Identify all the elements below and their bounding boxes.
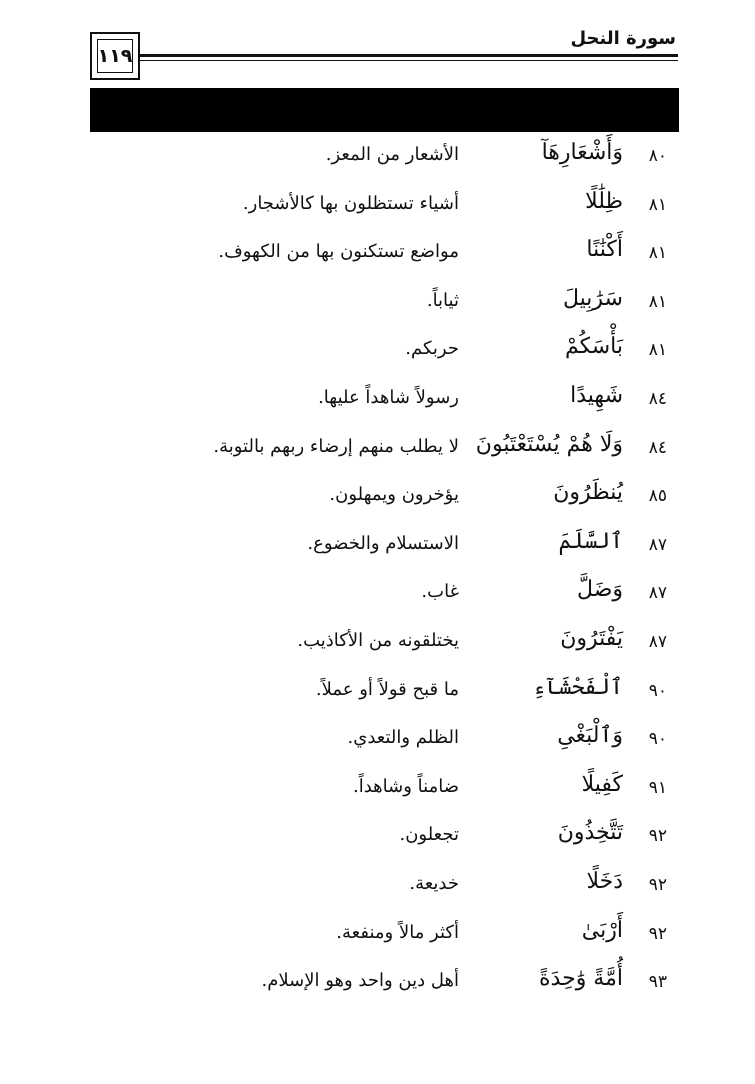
- word-meaning: حربكم.: [405, 338, 459, 360]
- verse-number: ٨١: [648, 243, 667, 264]
- page-number-frame: [97, 39, 133, 73]
- quranic-word: سَرَٰبِيلَ: [563, 285, 623, 311]
- word-meaning: الاستسلام والخضوع.: [307, 532, 459, 554]
- glossary-entry: [90, 571, 679, 620]
- word-meaning: أكثر مالاً ومنفعة.: [336, 921, 459, 943]
- word-meaning: الظلم والتعدي.: [347, 727, 459, 749]
- verse-number: ٩٢: [648, 826, 667, 847]
- verse-number: ٨٥: [648, 486, 667, 507]
- quranic-word: وَأَشْعَارِهَآ: [541, 140, 623, 165]
- page-number-box: [90, 32, 140, 80]
- page-number: ١١٩: [97, 45, 133, 67]
- quranic-word: ظِلَٰلًا: [585, 188, 623, 214]
- glossary-entry: [90, 231, 679, 280]
- glossary-entry: [90, 426, 679, 475]
- word-meaning: يؤخرون ويمهلون.: [329, 484, 459, 506]
- glossary-entry: [90, 960, 679, 1009]
- glossary-list: [90, 134, 679, 1009]
- quranic-word: وَضَلَّ: [577, 577, 623, 603]
- verse-number: ٨٤: [648, 437, 667, 458]
- verse-number: ٩١: [648, 777, 667, 798]
- word-meaning: ضامناً وشاهداً.: [353, 775, 459, 797]
- glossary-entry: [90, 620, 679, 669]
- quranic-word: أُمَّةً وَٰحِدَةً: [539, 966, 623, 992]
- glossary-entry: [90, 280, 679, 329]
- word-meaning: غاب.: [421, 581, 459, 603]
- verse-number: ٨١: [648, 291, 667, 312]
- quranic-word: وَٱلْبَغْىِ: [557, 723, 623, 749]
- word-meaning: يختلقونه من الأكاذيب.: [297, 629, 459, 651]
- quranic-word: أَكْنَٰنًا: [586, 237, 623, 263]
- quranic-word: بَأْسَكُمْ: [564, 334, 623, 360]
- word-meaning: مواضع تستكنون بها من الكهوف.: [218, 241, 459, 263]
- word-meaning: لا يطلب منهم إرضاء ربهم بالتوبة.: [213, 435, 459, 457]
- word-meaning: رسولاً شاهداً عليها.: [318, 386, 459, 408]
- quranic-word: كَفِيلًا: [581, 771, 623, 797]
- word-meaning: أهل دين واحد وهو الإسلام.: [261, 970, 459, 992]
- glossary-entry: [90, 717, 679, 766]
- quranic-word: يُنظَرُونَ: [553, 480, 623, 506]
- glossary-entry: [90, 814, 679, 863]
- word-meaning: الأشعار من المعز.: [325, 144, 459, 165]
- quranic-word: وَلَا هُمْ يُسْتَعْتَبُونَ: [475, 431, 623, 457]
- verse-number: ٩٠: [648, 680, 667, 701]
- quranic-word: يَفْتَرُونَ: [560, 625, 623, 651]
- verse-number: ٩٣: [648, 972, 667, 993]
- verse-number: ٩٢: [648, 874, 667, 895]
- glossary-entry: [90, 912, 679, 961]
- word-meaning: ثياباً.: [426, 289, 459, 311]
- glossary-entry: [90, 863, 679, 912]
- glossary-entry: [90, 134, 679, 183]
- word-meaning: خديعة.: [409, 872, 459, 894]
- quranic-word: ٱلسَّلَمَ: [558, 528, 623, 554]
- verse-number: ٨٧: [648, 583, 667, 604]
- verse-number: ٨٧: [648, 631, 667, 652]
- glossary-entry: [90, 328, 679, 377]
- quranic-word: دَخَلًا: [586, 868, 623, 894]
- glossary-entry: [90, 523, 679, 572]
- glossary-entry: [90, 183, 679, 232]
- glossary-entry: [90, 474, 679, 523]
- verse-number: ٩٢: [648, 923, 667, 944]
- word-meaning: ما قبح قولاً أو عملاً.: [315, 678, 459, 700]
- glossary-entry: [90, 377, 679, 426]
- page-header: [90, 28, 678, 84]
- header-rule-thin: [140, 60, 678, 61]
- verse-number: ٨٤: [648, 388, 667, 409]
- heading-band: [90, 88, 679, 132]
- verse-number: ٨١: [648, 194, 667, 215]
- header-rule-thick: [140, 54, 678, 57]
- verse-number: ٩٠: [648, 729, 667, 750]
- glossary-entry: [90, 669, 679, 718]
- quranic-word: تَتَّخِذُونَ: [557, 820, 623, 846]
- quranic-word: أَرْبَىٰ: [581, 917, 623, 943]
- surah-title: سورة النحل: [570, 28, 676, 49]
- verse-number: ٨٧: [648, 534, 667, 555]
- verse-number: ٨١: [648, 340, 667, 361]
- verse-number: ٨٠: [648, 146, 667, 166]
- word-meaning: أشياء تستظلون بها كالأشجار.: [242, 192, 459, 214]
- glossary-entry: [90, 766, 679, 815]
- quranic-word: شَهِيدًا: [570, 382, 623, 408]
- word-meaning: تجعلون.: [399, 824, 459, 846]
- quranic-word: ٱلْفَحْشَآءِ: [532, 674, 623, 700]
